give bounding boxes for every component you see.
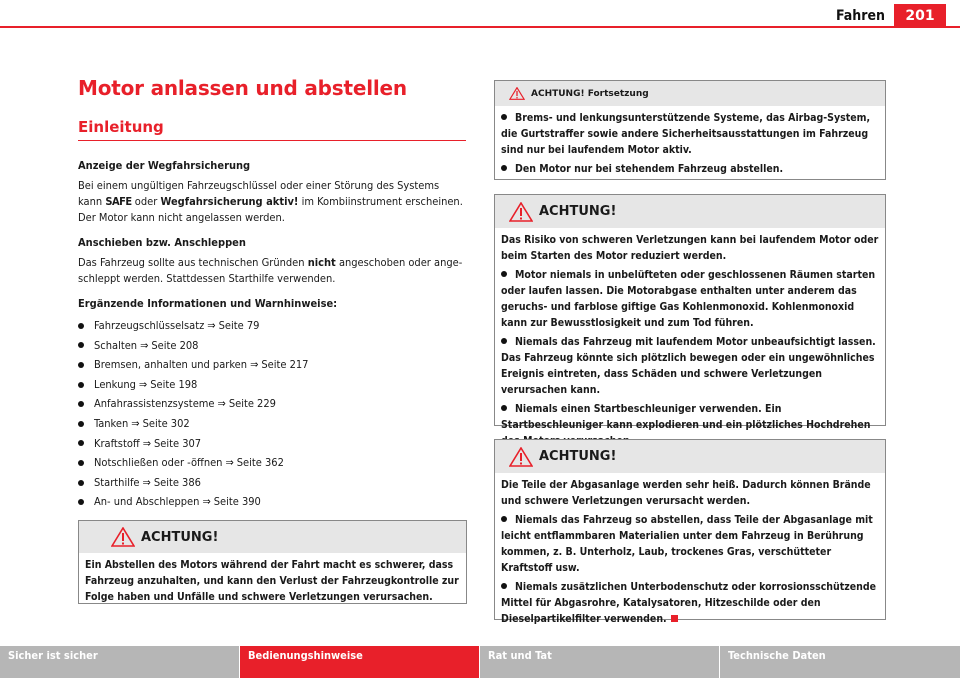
- ref-page-link[interactable]: Seite 362: [236, 456, 284, 470]
- reference-list: [78, 316, 466, 512]
- ref-label: Starthilfe: [94, 475, 140, 489]
- warning-triangle-icon: [111, 527, 135, 547]
- bullet-icon: [78, 499, 84, 505]
- ref-page-link[interactable]: Seite 79: [218, 319, 260, 332]
- immobilizer-text: [78, 178, 466, 226]
- arrow-right-icon: ⇒: [131, 416, 140, 430]
- footer-tab-safety[interactable]: Sicher ist sicher: [0, 646, 240, 678]
- footer-tab-operation[interactable]: Bedienungshinweise: [240, 646, 480, 678]
- immobilizer-heading: Anzeige der Wegfahrsicherung: [78, 159, 251, 172]
- bullet-icon: [78, 362, 84, 368]
- ref-page-link[interactable]: Seite 307: [153, 436, 202, 450]
- bullet-icon: [501, 338, 507, 344]
- section-title: Einleitung: [78, 118, 466, 141]
- warning-box-continued: [494, 80, 886, 180]
- ref-page-link[interactable]: Seite 390: [213, 495, 261, 509]
- warning-text: Ein Abstellen des Motors während der Fahrt macht es schwerer, dass Fahrzeug anzuhalten, und kann den Verlust der Fahrzeugkontrolle zur Folge haben und Unfälle und schwere Verletzungen verursachen.: [85, 559, 459, 603]
- ref-page-link[interactable]: Seite 208: [151, 338, 199, 352]
- arrow-right-icon: ⇒: [225, 456, 234, 470]
- warning-bullet-text: Niemals zusätzlichen Unterbodenschutz oder korrosionsschützende Mittel für Abgasrohre, Katalysatoren, Hitzeschilde oder den Dieselpartikelfilter verwenden.: [501, 581, 877, 625]
- warning-box-running-engine: [494, 194, 886, 431]
- bullet-icon: [78, 342, 84, 348]
- warning-box-engine-off: [78, 520, 467, 604]
- page-number-badge: 201: [894, 4, 946, 28]
- push-start-heading: Anschieben bzw. Anschleppen: [78, 236, 246, 249]
- ref-label: Anfahrassistenzsysteme: [94, 397, 215, 411]
- list-item: [78, 414, 466, 434]
- bullet-icon: [78, 323, 84, 329]
- ref-page-link[interactable]: Seite 302: [142, 416, 190, 430]
- footer-nav: [0, 646, 960, 678]
- warning-body: [495, 228, 885, 458]
- arrow-right-icon: ⇒: [250, 358, 259, 372]
- bullet-icon: [501, 165, 507, 171]
- ref-label: Bremsen, anhalten und parken: [94, 358, 248, 372]
- warning-bullet-text: Niemals das Fahrzeug so abstellen, dass Teile der Abgasanlage mit leicht entflammbaren Materialien unter dem Fahrzeug in Berührung kommen, z. B. Unterholz, Laub, trockenes Gras, verschütteter Kraftstoff usw.: [501, 514, 873, 574]
- ref-label: An- und Abschleppen: [94, 495, 200, 509]
- immobilizer-text-a: Bei einem ungültigen Fahrzeugschlüssel oder einer Störung des Systems kann: [78, 179, 440, 208]
- push-start-bold-term: nicht: [307, 256, 336, 269]
- immobilizer-bold-term: Wegfahrsicherung aktiv!: [160, 195, 299, 208]
- bullet-icon: [78, 440, 84, 446]
- list-item: [78, 394, 466, 414]
- immobilizer-text-b: oder: [134, 195, 158, 208]
- chapter-title: Motor anlassen und abstellen: [78, 76, 407, 100]
- warning-triangle-icon: [509, 202, 533, 222]
- ref-label: Lenkung: [94, 377, 136, 391]
- warning-triangle-icon: [509, 447, 533, 467]
- warning-title: ACHTUNG!: [539, 449, 617, 464]
- running-header-title: Fahren: [836, 8, 885, 24]
- warning-triangle-icon: [509, 87, 525, 100]
- warning-header: [79, 521, 466, 553]
- warning-title: ACHTUNG!: [539, 204, 617, 219]
- warning-bullet-text: Motor niemals in unbelüfteten oder geschlossenen Räumen starten oder laufen lassen. Die Motorabgase enthalten unter anderem das geruchs- und farblose giftige Gas Kohlenmonoxid. Kohlenmonoxid kann zur Bewusstlosigkeit und zum Tod führen.: [501, 269, 876, 329]
- warning-bullet: [501, 161, 879, 177]
- bullet-icon: [501, 271, 507, 277]
- warning-body: [495, 473, 885, 636]
- ref-page-link[interactable]: Seite 198: [150, 377, 198, 391]
- bullet-icon: [78, 401, 84, 407]
- ref-page-link[interactable]: Seite 217: [261, 358, 309, 372]
- bullet-icon: [501, 114, 507, 120]
- warning-box-exhaust: [494, 439, 886, 625]
- warning-bullet: [501, 267, 879, 331]
- list-item: [78, 375, 466, 395]
- footer-tab-technical-data[interactable]: Technische Daten: [720, 646, 960, 678]
- arrow-right-icon: ⇒: [142, 475, 151, 489]
- bullet-icon: [78, 421, 84, 427]
- warning-title: ACHTUNG! Fortsetzung: [531, 88, 649, 99]
- push-start-text-a: Das Fahrzeug sollte aus technischen Gründen: [78, 256, 305, 269]
- ref-label: Schalten: [94, 338, 138, 352]
- arrow-right-icon: ⇒: [140, 338, 149, 352]
- push-start-text-b: angeschoben oder angeschleppt werden. Stattdessen Starthilfe verwenden.: [78, 256, 463, 285]
- warning-bullet-text: Den Motor nur bei stehendem Fahrzeug abstellen.: [515, 163, 784, 175]
- safe-symbol-icon: SAFE: [105, 195, 132, 208]
- ref-label: Fahrzeugschlüsselsatz: [94, 319, 205, 332]
- ref-label: Tanken: [94, 416, 129, 430]
- warning-body: [495, 106, 885, 186]
- warning-bullet: [501, 110, 879, 158]
- list-item: [78, 434, 466, 454]
- bullet-icon: [501, 405, 507, 411]
- arrow-right-icon: ⇒: [142, 436, 151, 450]
- ref-label: Notschließen oder -öffnen: [94, 456, 223, 470]
- warning-header: [495, 440, 885, 473]
- warning-bullet: [501, 512, 879, 576]
- section-end-marker-icon: [671, 615, 678, 622]
- warning-intro: Das Risiko von schweren Verletzungen kann bei laufendem Motor oder beim Starten des Motor reduziert werden.: [501, 234, 879, 262]
- arrow-right-icon: ⇒: [202, 495, 211, 509]
- bullet-icon: [78, 480, 84, 486]
- references-heading: Ergänzende Informationen und Warnhinweise:: [78, 297, 338, 310]
- bullet-icon: [501, 583, 507, 589]
- arrow-right-icon: ⇒: [207, 319, 216, 332]
- left-column: [78, 76, 466, 512]
- bullet-icon: [78, 460, 84, 466]
- warning-header: [495, 81, 885, 106]
- list-item: [78, 492, 466, 512]
- immobilizer-text-c: im Kombiinstrument erscheinen. Der Motor kann nicht angelassen werden.: [78, 195, 463, 224]
- list-item: [78, 316, 466, 336]
- header-rule: [0, 26, 960, 28]
- footer-tab-advice[interactable]: Rat und Tat: [480, 646, 720, 678]
- warning-bullet-text: Niemals das Fahrzeug mit laufendem Motor unbeaufsichtigt lassen. Das Fahrzeug könnte sich plötzlich bewegen oder ein ungewöhnliches Ereignis eintreten, dass Schäden und schwere Verletzungen verursachen kann.: [501, 336, 876, 396]
- arrow-right-icon: ⇒: [138, 377, 148, 391]
- list-item: [78, 355, 466, 375]
- warning-header: [495, 195, 885, 228]
- list-item: [78, 453, 466, 473]
- warning-bullet: [501, 334, 879, 398]
- ref-page-link[interactable]: Seite 386: [153, 475, 201, 489]
- ref-page-link[interactable]: Seite 229: [228, 397, 276, 411]
- ref-label: Kraftstoff: [94, 436, 140, 450]
- push-start-text: [78, 255, 466, 287]
- bullet-icon: [78, 382, 84, 388]
- warning-bullet-text: Brems- und lenkungsunterstützende Systeme, das Airbag-System, die Gurtstraffer sowie andere Sicherheitsausstattungen im Fahrzeug sind nur bei laufendem Motor aktiv.: [501, 112, 871, 156]
- arrow-right-icon: ⇒: [217, 397, 226, 411]
- warning-body: [79, 553, 466, 614]
- list-item: [78, 336, 466, 356]
- warning-bullet: [501, 579, 879, 627]
- list-item: [78, 473, 466, 493]
- bullet-icon: [501, 516, 507, 522]
- warning-intro: Die Teile der Abgasanlage werden sehr heiß. Dadurch können Brände und schwere Verletzungen verursacht werden.: [501, 479, 871, 507]
- warning-title: ACHTUNG!: [141, 529, 219, 545]
- warning-bullet-text: Niemals einen Startbeschleuniger verwenden. Ein Startbeschleuniger kann explodieren und ein plötzliches Hochdrehen: [501, 403, 871, 431]
